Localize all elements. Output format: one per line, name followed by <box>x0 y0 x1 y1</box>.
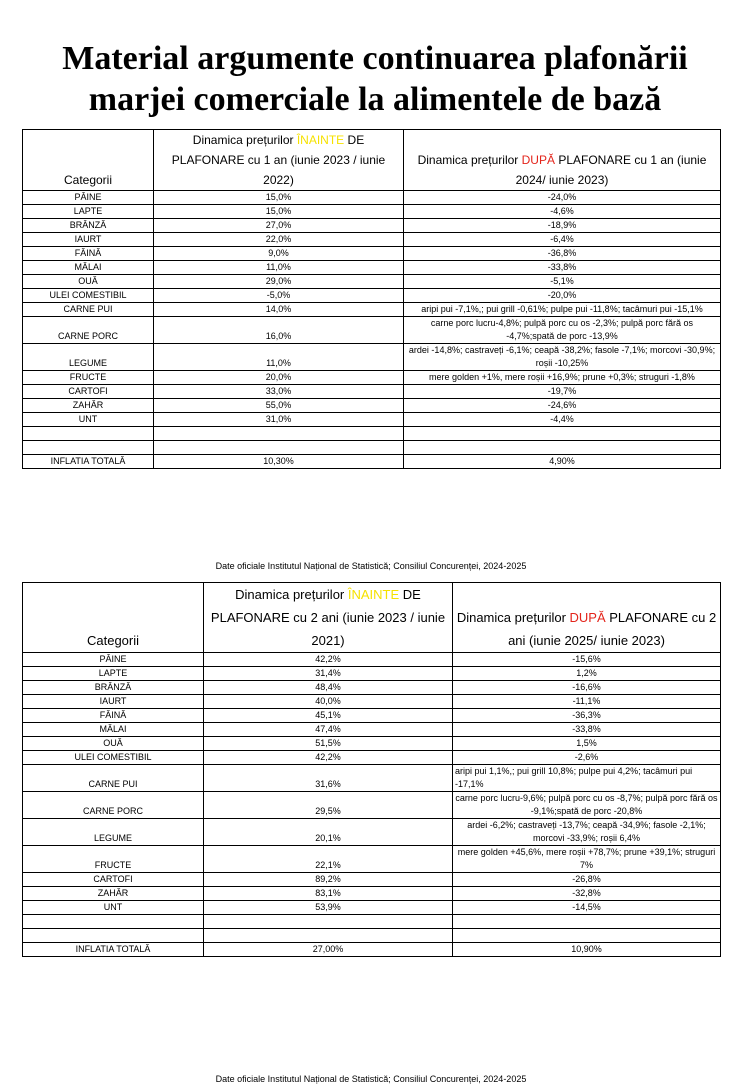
table-header-row <box>23 130 721 191</box>
row-before: 45,1% <box>204 709 453 723</box>
row-before: 20,1% <box>204 819 453 846</box>
header-after-highlight: DUPĂ <box>569 610 606 625</box>
row-category: ZAHĂR <box>23 399 154 413</box>
table-row <box>23 667 721 681</box>
row-category: OUĂ <box>23 737 204 751</box>
total-row <box>23 943 721 957</box>
header-after-text-2: PLAFONARE cu 1 an (iunie 2024/ iunie 2023) <box>515 153 707 187</box>
spacer-row <box>23 929 721 943</box>
row-after: ardei -6,2%; castraveți -13,7%; ceapă -34,9%; fasole -2,1%; morcovi -33,9%; roșii 6,4% <box>453 819 721 846</box>
row-category: FĂINĂ <box>23 709 204 723</box>
header-after <box>404 130 721 191</box>
row-category: CARNE PUI <box>23 303 154 317</box>
table-body <box>23 583 721 957</box>
row-after: -33,8% <box>453 723 721 737</box>
row-before: 31,6% <box>204 765 453 792</box>
row-category: LAPTE <box>23 205 154 219</box>
row-before: 48,4% <box>204 681 453 695</box>
header-before-text-2: DE PLAFONARE cu 1 an (iunie 2023 / iunie 2022) <box>171 133 386 187</box>
total-row <box>23 455 721 469</box>
table-row <box>23 887 721 901</box>
row-after: carne porc lucru-4,8%; pulpă porc cu os -2,3%; pulpă porc fără os -4,7%;spată de porc -13,9% <box>404 317 721 344</box>
spacer-row <box>23 441 721 455</box>
row-category: LAPTE <box>23 667 204 681</box>
row-before: 47,4% <box>204 723 453 737</box>
row-before: 15,0% <box>154 205 404 219</box>
row-before: 9,0% <box>154 247 404 261</box>
title-line-2: marjei comerciale la alimentele de bază <box>88 81 662 118</box>
spacer-cell <box>23 427 154 441</box>
table-row <box>23 303 721 317</box>
table-row <box>23 261 721 275</box>
row-after: -24,6% <box>404 399 721 413</box>
row-before: 53,9% <box>204 901 453 915</box>
row-before: 14,0% <box>154 303 404 317</box>
table-row <box>23 371 721 385</box>
total-after: 10,90% <box>453 943 721 957</box>
source-note: Date oficiale Institutul Național de Statistică; Consiliul Concurenței, 2024-2025 <box>215 1074 527 1084</box>
row-after: -36,3% <box>453 709 721 723</box>
row-after: mere golden +1%, mere roșii +16,9%; prune +0,3%; struguri -1,8% <box>404 371 721 385</box>
row-category: LEGUME <box>23 344 154 371</box>
header-after-text: Dinamica prețurilor <box>417 153 522 167</box>
row-before: 11,0% <box>154 261 404 275</box>
spacer-cell <box>154 427 404 441</box>
row-after: -4,6% <box>404 205 721 219</box>
row-before: 42,2% <box>204 751 453 765</box>
row-before: 15,0% <box>154 191 404 205</box>
row-before: 55,0% <box>154 399 404 413</box>
spacer-cell <box>404 427 721 441</box>
header-categorii: Categorii <box>23 130 154 191</box>
row-before: 89,2% <box>204 873 453 887</box>
header-after-text-2: PLAFONARE cu 2 ani (iunie 2025/ iunie 2023) <box>508 610 717 648</box>
table-row <box>23 681 721 695</box>
row-after: -32,8% <box>453 887 721 901</box>
total-before: 27,00% <box>204 943 453 957</box>
row-category: PÂINE <box>23 191 154 205</box>
spacer-row <box>23 427 721 441</box>
table-row <box>23 737 721 751</box>
page-title <box>0 38 750 120</box>
table-row <box>23 233 721 247</box>
spacer-cell <box>23 915 204 929</box>
table-row <box>23 819 721 846</box>
table-row <box>23 413 721 427</box>
row-after: -14,5% <box>453 901 721 915</box>
row-before: 20,0% <box>154 371 404 385</box>
row-before: 29,0% <box>154 275 404 289</box>
price-table-2-years <box>22 582 721 957</box>
row-after: -20,0% <box>404 289 721 303</box>
row-after: -2,6% <box>453 751 721 765</box>
row-after: 1,5% <box>453 737 721 751</box>
row-after: aripi pui -7,1%,; pui grill -0,61%; pulpe pui -11,8%; tacâmuri pui -15,1% <box>404 303 721 317</box>
row-category: IAURT <box>23 233 154 247</box>
total-after: 4,90% <box>404 455 721 469</box>
table-row <box>23 399 721 413</box>
table-row <box>23 751 721 765</box>
spacer-row <box>23 915 721 929</box>
row-category: ULEI COMESTIBIL <box>23 289 154 303</box>
header-before-text: Dinamica prețurilor <box>192 133 297 147</box>
row-category: ZAHĂR <box>23 887 204 901</box>
row-before: 42,2% <box>204 653 453 667</box>
row-before: 29,5% <box>204 792 453 819</box>
row-category: BRÂNZĂ <box>23 219 154 233</box>
row-before: 27,0% <box>154 219 404 233</box>
row-category: CARTOFI <box>23 385 154 399</box>
row-before: 22,1% <box>204 846 453 873</box>
row-category: LEGUME <box>23 819 204 846</box>
row-before: 40,0% <box>204 695 453 709</box>
row-before: 31,4% <box>204 667 453 681</box>
header-before <box>204 583 453 653</box>
table-row <box>23 275 721 289</box>
row-before: 51,5% <box>204 737 453 751</box>
row-after: -36,8% <box>404 247 721 261</box>
spacer-cell <box>154 441 404 455</box>
total-label: INFLATIA TOTALĂ <box>23 943 204 957</box>
table-body <box>23 130 721 469</box>
spacer-cell <box>204 915 453 929</box>
table-row <box>23 289 721 303</box>
row-category: OUĂ <box>23 275 154 289</box>
row-after: 1,2% <box>453 667 721 681</box>
row-before: 11,0% <box>154 344 404 371</box>
header-before-text: Dinamica prețurilor <box>235 587 348 602</box>
row-after: -16,6% <box>453 681 721 695</box>
table-row <box>23 709 721 723</box>
row-after: -18,9% <box>404 219 721 233</box>
table-header-row <box>23 583 721 653</box>
row-category: UNT <box>23 413 154 427</box>
header-after-text: Dinamica prețurilor <box>456 610 570 625</box>
table-row <box>23 191 721 205</box>
total-label: INFLATIA TOTALĂ <box>23 455 154 469</box>
row-after: -11,1% <box>453 695 721 709</box>
row-after: -5,1% <box>404 275 721 289</box>
table-row <box>23 205 721 219</box>
header-before-text-2: DE PLAFONARE cu 2 ani (iunie 2023 / iunie 2021) <box>210 587 446 648</box>
spacer-cell <box>453 915 721 929</box>
row-category: MĂLAI <box>23 261 154 275</box>
row-category: CARTOFI <box>23 873 204 887</box>
table-row <box>23 792 721 819</box>
row-after: aripi pui 1,1%,; pui grill 10,8%; pulpe pui 4,2%; tacâmuri pui -17,1% <box>453 765 721 792</box>
row-before: 31,0% <box>154 413 404 427</box>
row-category: CARNE PORC <box>23 317 154 344</box>
row-after: mere golden +45,6%, mere roșii +78,7%; prune +39,1%; struguri 7% <box>453 846 721 873</box>
table-row <box>23 901 721 915</box>
table-row <box>23 765 721 792</box>
row-category: UNT <box>23 901 204 915</box>
row-before: 33,0% <box>154 385 404 399</box>
spacer-cell <box>23 441 154 455</box>
row-category: PÂINE <box>23 653 204 667</box>
table-row <box>23 846 721 873</box>
row-category: IAURT <box>23 695 204 709</box>
row-after: -19,7% <box>404 385 721 399</box>
row-after: -6,4% <box>404 233 721 247</box>
row-after: -33,8% <box>404 261 721 275</box>
table-row <box>23 344 721 371</box>
row-category: FĂINĂ <box>23 247 154 261</box>
total-before: 10,30% <box>154 455 404 469</box>
table-row <box>23 695 721 709</box>
header-before <box>154 130 404 191</box>
table-row <box>23 219 721 233</box>
source-note: Date oficiale Institutul Național de Statistică; Consiliul Concurenței, 2024-2025 <box>215 561 527 571</box>
table-row <box>23 653 721 667</box>
spacer-cell <box>204 929 453 943</box>
header-after-highlight: DUPĂ <box>521 153 555 167</box>
row-after: -24,0% <box>404 191 721 205</box>
row-after: -26,8% <box>453 873 721 887</box>
row-after: -4,4% <box>404 413 721 427</box>
row-category: ULEI COMESTIBIL <box>23 751 204 765</box>
row-category: FRUCTE <box>23 846 204 873</box>
table-row <box>23 247 721 261</box>
header-before-highlight: ÎNAINTE <box>296 133 345 147</box>
header-after <box>453 583 721 653</box>
row-category: MĂLAI <box>23 723 204 737</box>
row-category: BRÂNZĂ <box>23 681 204 695</box>
row-before: -5,0% <box>154 289 404 303</box>
row-before: 16,0% <box>154 317 404 344</box>
row-category: CARNE PUI <box>23 765 204 792</box>
row-after: -15,6% <box>453 653 721 667</box>
row-category: FRUCTE <box>23 371 154 385</box>
table-row <box>23 723 721 737</box>
row-before: 22,0% <box>154 233 404 247</box>
table-row <box>23 873 721 887</box>
row-after: ardei -14,8%; castraveți -6,1%; ceapă -38,2%; fasole -7,1%; morcovi -30,9%; roșii -10,25% <box>404 344 721 371</box>
row-category: CARNE PORC <box>23 792 204 819</box>
title-line-1: Material argumente continuarea plafonării <box>62 40 688 77</box>
row-after: carne porc lucru-9,6%; pulpă porc cu os -8,7%; pulpă porc fără os -9,1%;spată de porc -20,8% <box>453 792 721 819</box>
price-table-1-year <box>22 129 721 469</box>
spacer-cell <box>404 441 721 455</box>
header-before-highlight: ÎNAINTE <box>347 587 400 602</box>
table-row <box>23 385 721 399</box>
spacer-cell <box>23 929 204 943</box>
row-before: 83,1% <box>204 887 453 901</box>
spacer-cell <box>453 929 721 943</box>
header-categorii: Categorii <box>23 583 204 653</box>
table-row <box>23 317 721 344</box>
